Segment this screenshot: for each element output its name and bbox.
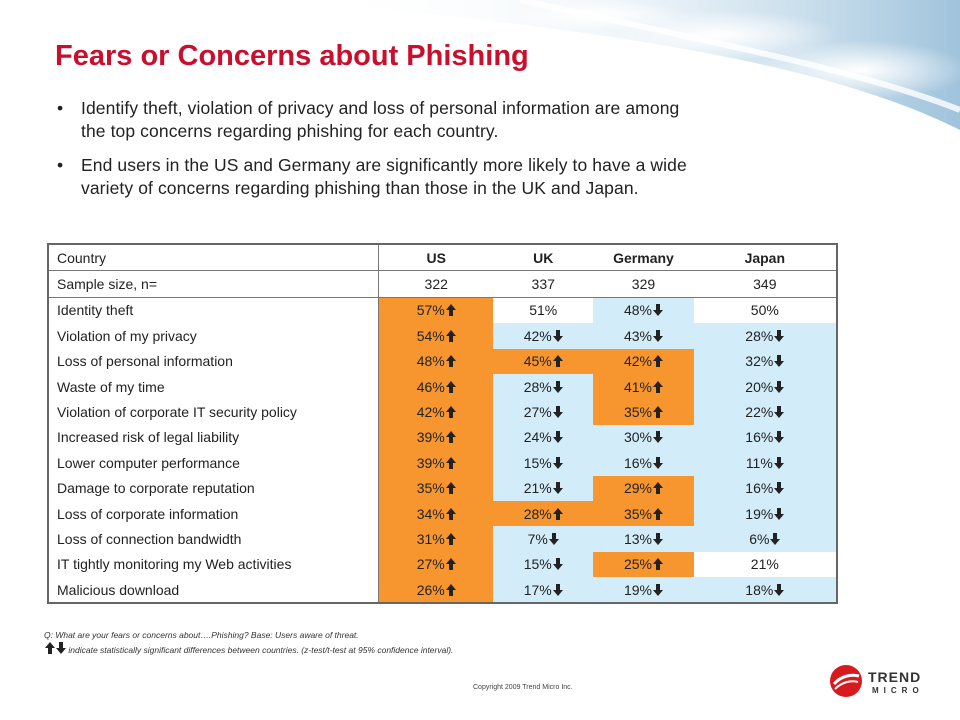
cell-value: 6% [749,530,770,547]
cell-value: 43% [623,327,652,344]
up-arrow-icon [446,406,456,418]
table-row [48,323,837,348]
cell-value: 54% [416,327,445,344]
cell-us [379,323,493,348]
cell-value: 46% [416,378,445,395]
up-arrow-icon [446,431,456,443]
cell-value: 31% [416,530,445,547]
cell-germany [593,450,693,475]
down-arrow-icon [653,584,663,596]
up-arrow-icon [446,584,456,596]
down-arrow-icon [653,533,663,545]
cell-germany [593,399,693,424]
table-row [48,476,837,501]
cell-value: 18% [745,581,774,598]
cell-value: 17% [523,581,552,598]
cell-value: 20% [745,378,774,395]
cell-uk [493,552,593,577]
cell-value: 35% [623,404,652,421]
up-arrow-icon [653,482,663,494]
cell-japan [694,297,837,323]
cell-value: 42% [416,404,445,421]
cell-germany [593,552,693,577]
bullet-dot-icon: • [57,98,64,118]
up-arrow-icon [446,558,456,570]
header-country-japan: Japan [694,244,837,271]
cell-germany [593,425,693,450]
cell-value: 41% [623,378,652,395]
down-arrow-icon [549,533,559,545]
up-arrow-icon [45,642,55,654]
cell-germany [593,526,693,551]
cell-us [379,476,493,501]
down-arrow-icon [553,406,563,418]
cell-japan [694,501,837,526]
down-arrow-icon [774,355,784,367]
cell-germany [593,297,693,323]
bullet-item [57,154,707,200]
logo-name: TREND [868,669,922,685]
sample-size-row [48,271,837,297]
cell-uk [493,577,593,603]
cell-value: 16% [745,429,774,446]
cell-us [379,450,493,475]
table-row [48,425,837,450]
up-arrow-icon [553,355,563,367]
cell-value: 39% [416,454,445,471]
cell-value: 28% [523,505,552,522]
bullet-list [57,97,707,211]
cell-value: 16% [623,454,652,471]
cell-value: 7% [527,530,548,547]
bullet-text: End users in the US and Germany are significantly more likely to have a wide variety of concerns regarding phishing than those in the UK and Japan. [81,155,687,198]
down-arrow-icon [770,533,780,545]
cell-value: 35% [416,480,445,497]
header-country-us: US [379,244,493,271]
cell-us [379,552,493,577]
down-arrow-icon [553,381,563,393]
sample-size-label: Sample size, n= [48,271,379,297]
cell-value: 42% [623,353,652,370]
slide-title: Fears or Concerns about Phishing [55,40,529,72]
cell-value: 29% [623,480,652,497]
cell-value: 22% [745,404,774,421]
footnote-legend-text: indicate statistically significant differences between countries. (z-test/t-test at 95% confidence interval). [68,645,454,655]
row-label: Loss of corporate information [48,501,379,526]
cell-value: 13% [623,530,652,547]
down-arrow-icon [56,642,66,654]
row-label: Malicious download [48,577,379,603]
cell-value: 15% [523,454,552,471]
down-arrow-icon [553,431,563,443]
cell-japan [694,349,837,374]
up-arrow-icon [653,406,663,418]
cell-uk [493,399,593,424]
bullet-text: Identify theft, violation of privacy and loss of personal information are among the top concerns regarding phishing for each country. [81,98,680,141]
cell-value: 19% [745,505,774,522]
cell-japan [694,399,837,424]
row-label: Identity theft [48,297,379,323]
table-row [48,552,837,577]
sample-size-us: 322 [379,271,493,297]
cell-japan [694,425,837,450]
cell-japan [694,577,837,603]
down-arrow-icon [774,330,784,342]
cell-value: 35% [623,505,652,522]
cell-uk [493,349,593,374]
cell-value: 28% [523,378,552,395]
down-arrow-icon [774,406,784,418]
cell-uk [493,374,593,399]
table-row [48,374,837,399]
table-row [48,501,837,526]
up-arrow-icon [653,508,663,520]
trend-micro-logo-icon [829,664,863,698]
down-arrow-icon [553,584,563,596]
down-arrow-icon [774,431,784,443]
cell-uk [493,450,593,475]
cell-value: 28% [745,327,774,344]
sample-size-uk: 337 [493,271,593,297]
up-arrow-icon [446,508,456,520]
up-arrow-icon [653,558,663,570]
cell-japan [694,526,837,551]
cell-value: 26% [416,581,445,598]
down-arrow-icon [653,457,663,469]
cell-germany [593,577,693,603]
cell-germany [593,476,693,501]
cell-value: 48% [416,353,445,370]
cell-value: 34% [416,505,445,522]
up-arrow-icon [446,355,456,367]
cell-value: 21% [523,480,552,497]
cell-us [379,297,493,323]
up-arrow-icon [446,482,456,494]
down-arrow-icon [553,482,563,494]
cell-value: 48% [623,302,652,319]
cell-germany [593,374,693,399]
table-row [48,577,837,603]
row-label: Loss of connection bandwidth [48,526,379,551]
cell-germany [593,323,693,348]
cell-germany [593,501,693,526]
cell-japan [694,476,837,501]
cell-us [379,501,493,526]
down-arrow-icon [553,330,563,342]
cell-us [379,425,493,450]
footnote-question: Q: What are your fears or concerns about….Phishing? Base: Users aware of threat. [44,630,359,640]
down-arrow-icon [774,584,784,596]
header-country-label: Country [48,244,379,271]
up-arrow-icon [446,304,456,316]
down-arrow-icon [653,330,663,342]
up-arrow-icon [446,330,456,342]
table-row [48,297,837,323]
table-header-row [48,244,837,271]
down-arrow-icon [774,381,784,393]
cell-uk [493,323,593,348]
cell-us [379,526,493,551]
cell-us [379,399,493,424]
cell-value: 15% [523,556,552,573]
down-arrow-icon [774,482,784,494]
cell-us [379,374,493,399]
cell-us [379,577,493,603]
header-country-germany: Germany [593,244,693,271]
cell-value: 19% [623,581,652,598]
footnote-legend [44,642,453,655]
logo-sub: MICRO [872,686,924,695]
row-label: IT tightly monitoring my Web activities [48,552,379,577]
cell-japan [694,374,837,399]
cell-value: 30% [623,429,652,446]
header-country-uk: UK [493,244,593,271]
cell-japan [694,323,837,348]
table-row [48,450,837,475]
cell-uk [493,526,593,551]
row-label: Waste of my time [48,374,379,399]
down-arrow-icon [774,508,784,520]
cell-uk [493,425,593,450]
row-label: Lower computer performance [48,450,379,475]
table-row [48,526,837,551]
cell-uk [493,476,593,501]
table-row [48,349,837,374]
copyright: Copyright 2009 Trend Micro Inc. [473,684,573,691]
sample-size-japan: 349 [694,271,837,297]
down-arrow-icon [553,457,563,469]
cell-value: 16% [745,480,774,497]
bullet-item [57,97,707,143]
bullet-dot-icon: • [57,155,64,175]
cell-value: 42% [523,327,552,344]
cell-value: 27% [416,556,445,573]
cell-value: 39% [416,429,445,446]
down-arrow-icon [553,558,563,570]
cell-value: 32% [745,353,774,370]
up-arrow-icon [653,355,663,367]
cell-value: 51% [529,302,558,319]
cell-value: 25% [623,556,652,573]
up-arrow-icon [446,457,456,469]
cell-uk [493,501,593,526]
cell-us [379,349,493,374]
cell-value: 24% [523,429,552,446]
row-label: Increased risk of legal liability [48,425,379,450]
up-arrow-icon [653,381,663,393]
cell-japan [694,450,837,475]
cell-value: 57% [416,302,445,319]
down-arrow-icon [774,457,784,469]
cell-value: 50% [750,302,779,319]
row-label: Violation of my privacy [48,323,379,348]
down-arrow-icon [653,304,663,316]
row-label: Loss of personal information [48,349,379,374]
sample-size-germany: 329 [593,271,693,297]
phishing-concerns-table [47,243,838,604]
cell-japan [694,552,837,577]
up-arrow-icon [446,381,456,393]
down-arrow-icon [653,431,663,443]
table-row [48,399,837,424]
cell-value: 45% [523,353,552,370]
row-label: Damage to corporate reputation [48,476,379,501]
up-arrow-icon [553,508,563,520]
cell-value: 11% [745,454,773,471]
cell-value: 21% [750,556,779,573]
row-label: Violation of corporate IT security policy [48,399,379,424]
up-arrow-icon [446,533,456,545]
cell-germany [593,349,693,374]
cell-uk [493,297,593,323]
cell-value: 27% [523,404,552,421]
